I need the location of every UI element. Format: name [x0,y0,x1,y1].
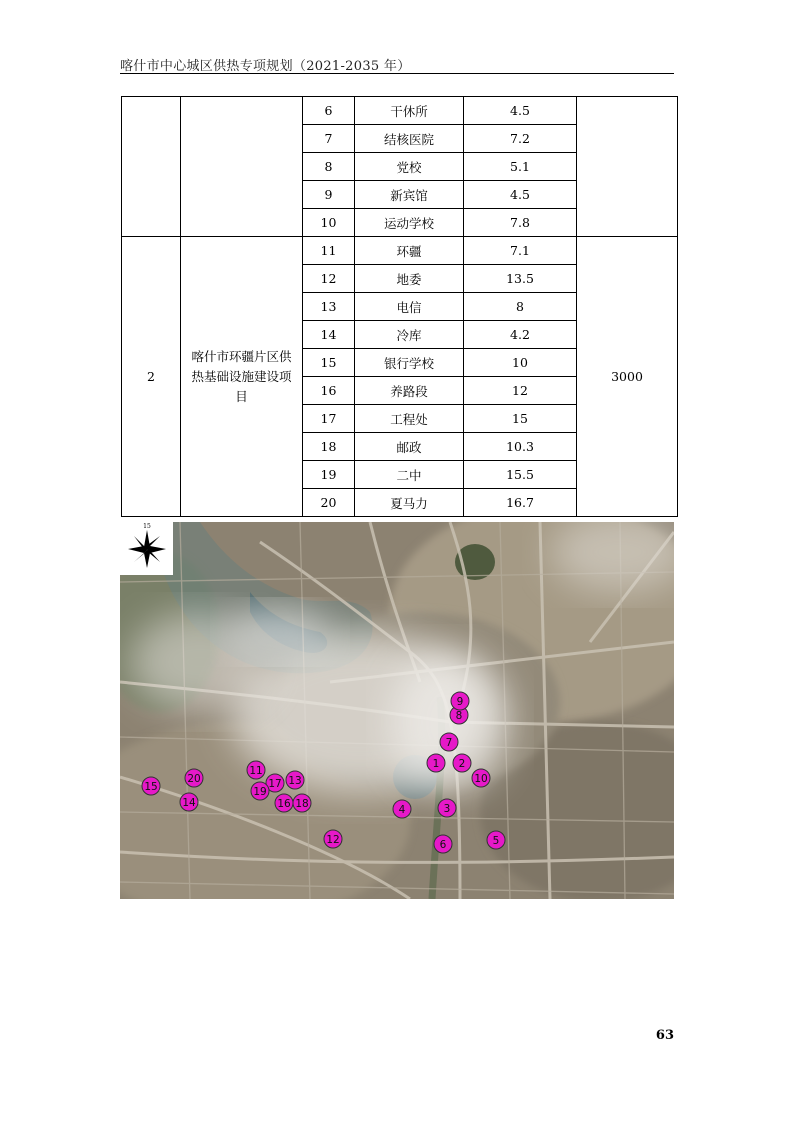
site-name-cell: 环疆 [355,237,464,265]
site-marker [427,754,445,772]
site-number-cell: 20 [303,489,355,517]
site-marker-label: 9 [456,696,464,708]
site-number-cell: 13 [303,293,355,321]
site-load-cell: 12 [464,377,577,405]
site-number-cell: 11 [303,237,355,265]
site-name-cell: 养路段 [355,377,464,405]
page-header: 喀什市中心城区供热专项规划（2021-2035 年） [120,59,411,74]
site-marker [438,799,456,817]
site-marker-label: 18 [295,798,309,810]
site-marker-label: 11 [249,765,263,777]
site-number-cell: 8 [303,153,355,181]
site-name-cell: 电信 [355,293,464,321]
site-number-cell: 15 [303,349,355,377]
header-rule [120,73,674,74]
site-marker [472,769,490,787]
site-marker-label: 3 [443,803,451,815]
site-load-cell: 13.5 [464,265,577,293]
site-marker-label: 5 [492,835,500,847]
site-marker-label: 7 [445,737,453,749]
site-load-cell: 4.5 [464,181,577,209]
site-marker [434,835,452,853]
site-marker-label: 8 [455,710,463,722]
site-name-cell: 冷库 [355,321,464,349]
site-marker-label: 16 [277,798,291,810]
site-load-cell: 4.2 [464,321,577,349]
site-marker [293,794,311,812]
site-marker-label: 13 [288,775,302,787]
page-number: 63 [655,1028,674,1043]
site-number-cell: 18 [303,433,355,461]
site-marker-label: 19 [253,786,267,798]
site-name-cell: 二中 [355,461,464,489]
site-load-cell: 7.2 [464,125,577,153]
site-marker-label: 10 [474,773,488,785]
site-marker-label: 20 [187,773,201,785]
site-load-cell: 7.8 [464,209,577,237]
project-name-cell [181,237,303,517]
site-marker [324,830,342,848]
site-load-cell: 8 [464,293,577,321]
project-investment-cell: 3000 [577,237,678,517]
site-name-cell: 地委 [355,265,464,293]
project-index-cell [122,97,181,237]
site-load-cell: 15.5 [464,461,577,489]
site-marker [393,800,411,818]
site-marker-label: 14 [182,797,196,809]
project-name: 喀什市环疆片区供热基础设施建设项目 [191,348,292,404]
site-number-cell: 12 [303,265,355,293]
site-name-cell: 邮政 [355,433,464,461]
site-marker-label: 15 [144,781,158,793]
site-marker [487,831,505,849]
site-name-cell: 夏马力 [355,489,464,517]
project-index-cell: 2 [122,237,181,517]
site-number-cell: 6 [303,97,355,125]
site-number-cell: 14 [303,321,355,349]
site-name-cell: 结核医院 [355,125,464,153]
site-load-cell: 7.1 [464,237,577,265]
site-number-cell: 16 [303,377,355,405]
site-load-cell: 10.3 [464,433,577,461]
project-table [121,96,678,517]
compass-panel [120,522,173,575]
table-row [122,97,678,125]
compass-label: 15 [143,523,151,530]
site-number-cell: 10 [303,209,355,237]
site-name-cell: 党校 [355,153,464,181]
site-marker [142,777,160,795]
site-marker [286,771,304,789]
site-marker-label: 1 [432,758,440,770]
site-marker-label: 17 [268,778,282,790]
site-load-cell: 4.5 [464,97,577,125]
site-number-cell: 19 [303,461,355,489]
site-name-cell: 银行学校 [355,349,464,377]
site-marker [440,733,458,751]
project-name-cell [181,97,303,237]
site-number-cell: 7 [303,125,355,153]
site-marker-label: 2 [458,758,466,770]
site-marker-label: 12 [326,834,340,846]
site-load-cell: 10 [464,349,577,377]
site-name-cell: 干休所 [355,97,464,125]
site-marker [185,769,203,787]
site-marker-label: 6 [439,839,447,851]
site-marker [275,794,293,812]
project-investment-cell [577,97,678,237]
site-load-cell: 15 [464,405,577,433]
site-marker-label: 4 [398,804,406,816]
table-row [122,237,678,265]
site-load-cell: 16.7 [464,489,577,517]
site-marker [247,761,265,779]
site-number-cell: 17 [303,405,355,433]
site-name-cell: 运动学校 [355,209,464,237]
map-imagery [120,522,674,899]
site-name-cell: 新宾馆 [355,181,464,209]
site-load-cell: 5.1 [464,153,577,181]
site-name-cell: 工程处 [355,405,464,433]
site-marker [453,754,471,772]
site-marker [451,692,469,710]
satellite-map [120,522,674,899]
site-marker [251,782,269,800]
site-marker [180,793,198,811]
site-number-cell: 9 [303,181,355,209]
